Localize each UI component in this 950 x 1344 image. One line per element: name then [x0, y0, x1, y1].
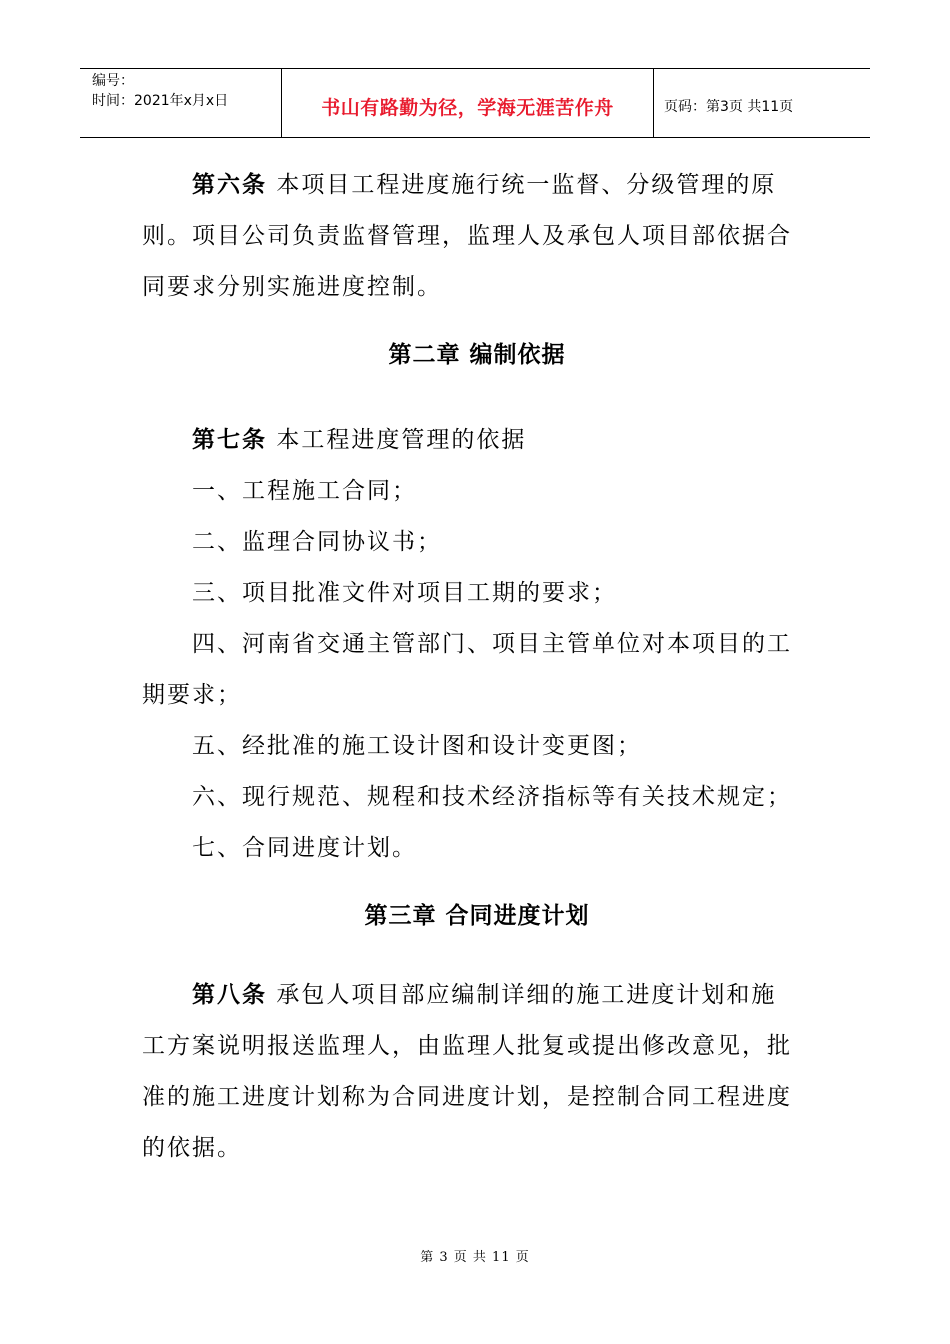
- article-7-item-1: 一、工程施工合同；: [192, 478, 417, 504]
- article-8-line-4: 的依据。: [142, 1135, 242, 1161]
- header-time: 时间：2021年x月x日: [92, 93, 229, 109]
- article-8-line-2: 工方案说明报送监理人，由监理人批复或提出修改意见，批: [142, 1033, 792, 1059]
- page-header: [80, 68, 870, 138]
- header-motto-cell: [282, 69, 654, 137]
- chapter-3-heading: 第三章 合同进度计划: [364, 903, 590, 929]
- chapter-2-heading: 第二章 编制依据: [388, 342, 566, 368]
- header-number: 编号：: [92, 73, 134, 89]
- header-motto: 书山有路勤为径，学海无涯苦作舟: [321, 96, 614, 119]
- header-meta: [80, 69, 282, 137]
- article-8-line-1: [142, 970, 812, 1021]
- page-footer: 第 3 页 共 11 页: [420, 1250, 530, 1265]
- article-6-line-3: 同要求分别实施进度控制。: [142, 274, 442, 300]
- article-7-item-2: 二、监理合同协议书；: [192, 529, 442, 555]
- document-body: [142, 160, 812, 1174]
- article-7-item-5: 五、经批准的施工设计图和设计变更图；: [192, 733, 642, 759]
- article-7-title: 本工程进度管理的依据: [276, 427, 527, 453]
- article-6-line-2: 则。项目公司负责监督管理，监理人及承包人项目部依据合: [142, 223, 792, 249]
- article-6-text-1: 本项目工程进度施行统一监督、分级管理的原: [276, 172, 777, 198]
- article-6-label: 第六条: [192, 172, 267, 198]
- article-8-text-1: 承包人项目部应编制详细的施工进度计划和施: [276, 982, 777, 1008]
- article-7-label: 第七条: [192, 427, 267, 453]
- article-7-item-6: 六、现行规范、规程和技术经济指标等有关技术规定；: [192, 784, 792, 810]
- article-7-item-4-cont: 期要求；: [142, 682, 242, 708]
- article-6-line-1: [142, 160, 812, 211]
- article-7-heading: [142, 415, 812, 466]
- article-7-item-4: 四、河南省交通主管部门、项目主管单位对本项目的工: [192, 631, 792, 657]
- article-8-line-3: 准的施工进度计划称为合同进度计划，是控制合同工程进度: [142, 1084, 792, 1110]
- article-8-label: 第八条: [192, 982, 267, 1008]
- header-page-info: 页码：第3页 共11页: [664, 99, 794, 115]
- article-7-item-7: 七、合同进度计划。: [192, 835, 417, 861]
- article-7-item-3: 三、项目批准文件对项目工期的要求；: [192, 580, 617, 606]
